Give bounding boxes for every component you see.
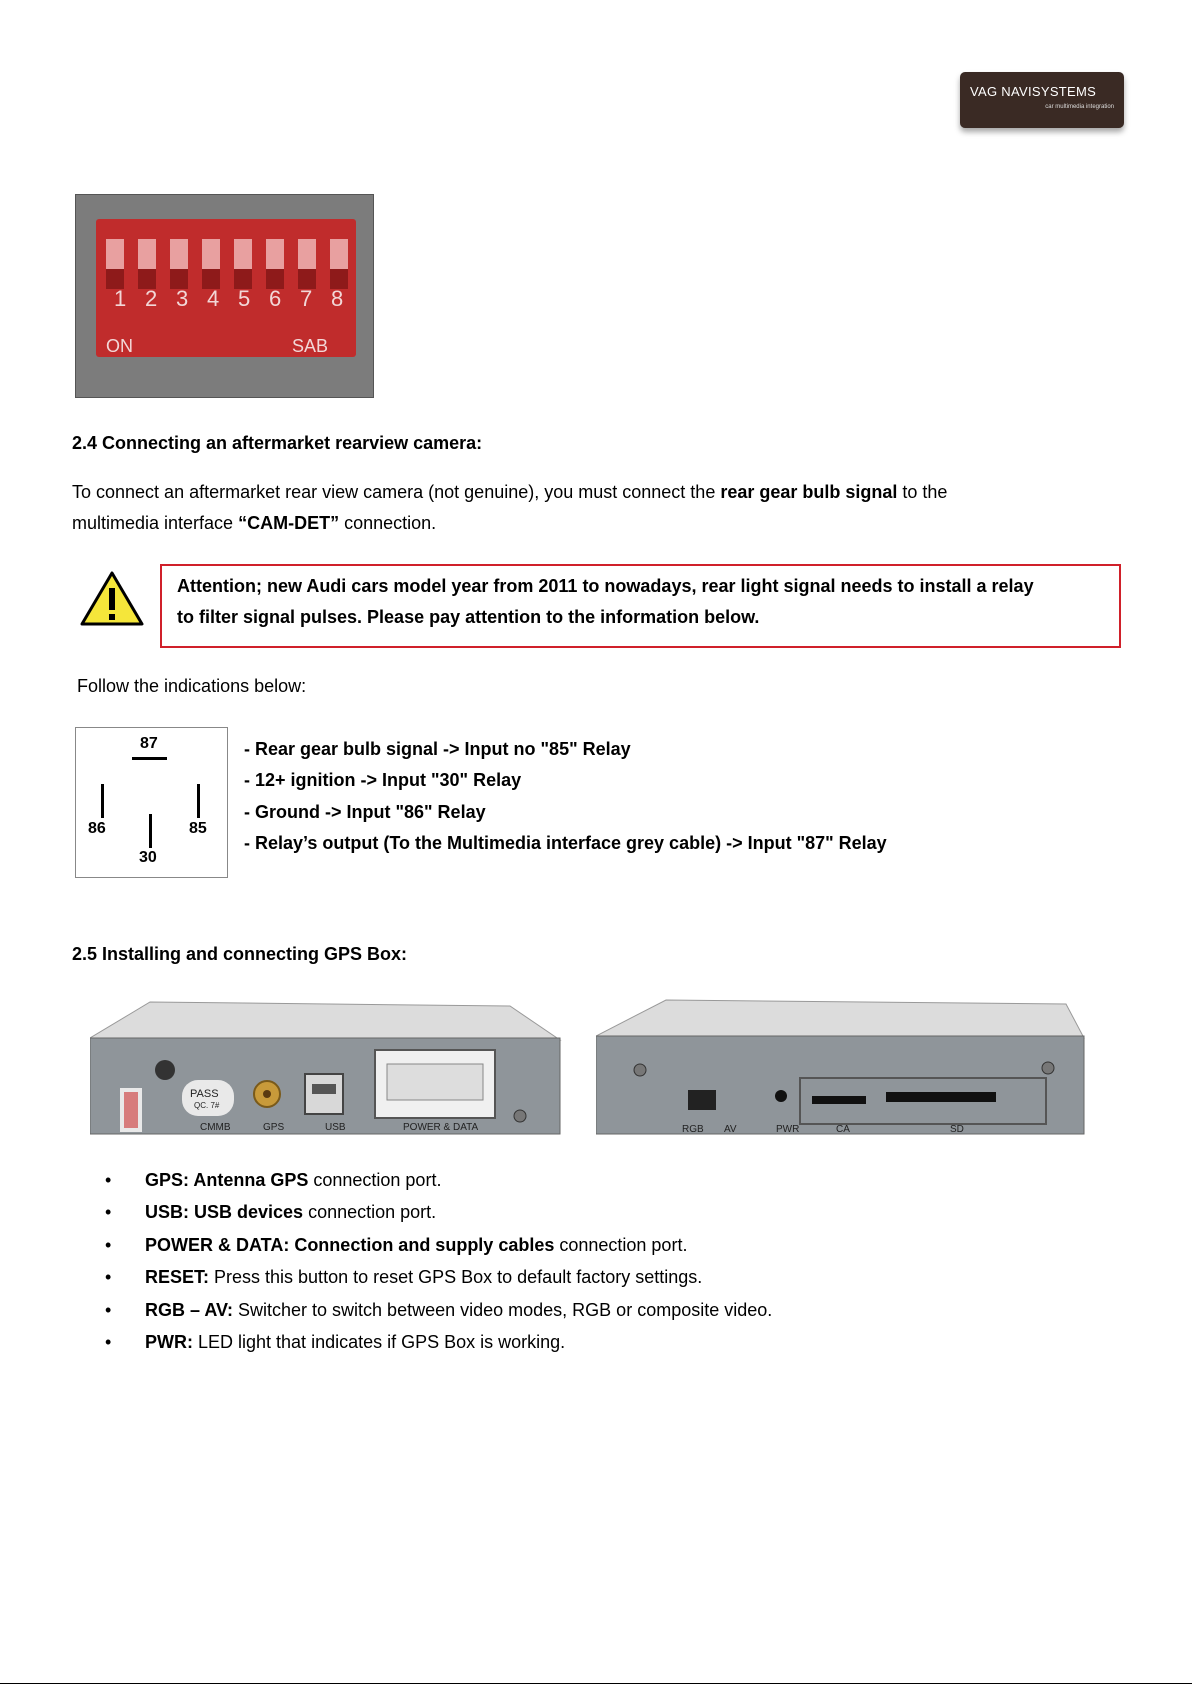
dip-number-1: 1: [114, 286, 127, 311]
bullet-text: connection port.: [308, 1170, 442, 1190]
intro-text-1: To connect an aftermarket rear view camera (not genuine), you must connect the: [72, 482, 721, 502]
relay-item: - Relay’s output (To the Multimedia interface grey cable) -> Input "87" Relay: [244, 832, 887, 853]
intro-text-4: connection.: [339, 513, 437, 533]
relay-pin-30: 30: [139, 849, 157, 866]
logo-tagline: car multimedia integration: [1045, 104, 1114, 110]
dip-number-3: 3: [176, 286, 189, 311]
bullet-text: Press this button to reset GPS Box to default factory settings.: [209, 1267, 703, 1288]
gps-box-front-graphic: [90, 998, 565, 1138]
port-label-gps: GPS: [263, 1122, 285, 1133]
relay-line-85: [197, 784, 200, 818]
list-item: [105, 1294, 772, 1326]
section-heading-2-4: 2.4 Connecting an aftermarket rearview camera:: [72, 433, 483, 453]
bullet-text: connection port.: [554, 1234, 688, 1255]
bullet-bold: POWER & DATA: Connection and supply cables: [145, 1234, 555, 1255]
gps-box-front-photo: [90, 998, 565, 1138]
bullet-text: LED light that indicates if GPS Box is working.: [193, 1332, 566, 1353]
relay-pin-85: 85: [189, 820, 207, 837]
relay-pin-87: 87: [140, 735, 158, 752]
list-item: [105, 1261, 772, 1293]
dip-label-sab: SAB: [292, 336, 329, 356]
dip-number-8: 8: [331, 286, 344, 311]
gps-box-rear-photo: [596, 998, 1086, 1138]
intro-bold-2: “CAM-DET”: [238, 513, 340, 533]
bullet-bold: RESET:: [145, 1267, 210, 1288]
follow-indications: Follow the indications below:: [77, 676, 307, 696]
dip-number-6: 6: [269, 286, 282, 311]
bullet-bold: PWR:: [145, 1332, 193, 1353]
relay-item: - Rear gear bulb signal -> Input no "85" Relay: [244, 739, 631, 759]
attention-line-1: Attention; new Audi cars model year from 2011 to nowadays, rear light signal needs to install a relay: [177, 576, 1034, 596]
warning-icon: [80, 570, 144, 626]
dip-number-7: 7: [300, 286, 313, 311]
attention-line-2: to filter signal pulses. Please pay attention to the information below.: [177, 607, 760, 627]
list-item: [105, 1326, 772, 1358]
intro-bold-1: rear gear bulb signal: [720, 482, 898, 502]
attention-text: [177, 571, 1107, 633]
vag-navisystems-logo: [960, 72, 1124, 128]
footer-rule: [0, 1683, 1192, 1684]
relay-pin-86: 86: [88, 820, 106, 837]
section-heading-2-5: 2.5 Installing and connecting GPS Box:: [72, 944, 408, 964]
relay-item: - Ground -> Input "86" Relay: [244, 801, 486, 822]
port-label-ca: CA: [836, 1124, 850, 1135]
bullet-bold: USB: USB devices: [145, 1202, 304, 1223]
bullet-text: Switcher to switch between video modes, RGB or composite video.: [233, 1299, 773, 1320]
gps-box-rear-graphic: [596, 998, 1086, 1138]
dip-number-4: 4: [207, 286, 220, 311]
pass-sticker-qc: QC. 7#: [194, 1101, 220, 1110]
port-label-cmmb: CMMB: [200, 1122, 231, 1133]
bullet-bold: GPS: Antenna GPS: [145, 1170, 309, 1190]
port-label-rgb: RGB: [682, 1124, 704, 1135]
port-label-usb: USB: [325, 1122, 346, 1133]
relay-wiring-list: [244, 734, 887, 859]
logo-brand: VAG NAVISYSTEMS: [970, 84, 1097, 99]
relay-line-86: [101, 784, 104, 818]
port-label-sd: SD: [950, 1124, 964, 1135]
relay-diagram: [75, 727, 228, 878]
bullet-bold: RGB – AV:: [145, 1299, 234, 1320]
port-label-power-data: POWER & DATA: [403, 1122, 479, 1133]
dip-number-2: 2: [145, 286, 158, 311]
port-label-av: AV: [724, 1124, 737, 1135]
list-item: [105, 1164, 772, 1196]
intro-text-2: to the: [897, 482, 948, 502]
port-label-pwr: PWR: [776, 1124, 800, 1135]
intro-text-3: multimedia interface: [72, 513, 239, 533]
relay-line-30: [149, 814, 152, 848]
pass-sticker-label: PASS: [190, 1088, 219, 1100]
relay-item: - 12+ ignition -> Input "30" Relay: [244, 770, 522, 791]
dip-label-on: ON: [106, 336, 133, 356]
bullet-text: connection port.: [303, 1202, 437, 1223]
intro-paragraph: [72, 477, 1132, 539]
relay-line-87: [132, 757, 167, 760]
list-item: [105, 1196, 772, 1228]
dip-number-5: 5: [238, 286, 251, 311]
list-item: [105, 1229, 772, 1261]
gps-box-feature-list: [105, 1164, 772, 1358]
